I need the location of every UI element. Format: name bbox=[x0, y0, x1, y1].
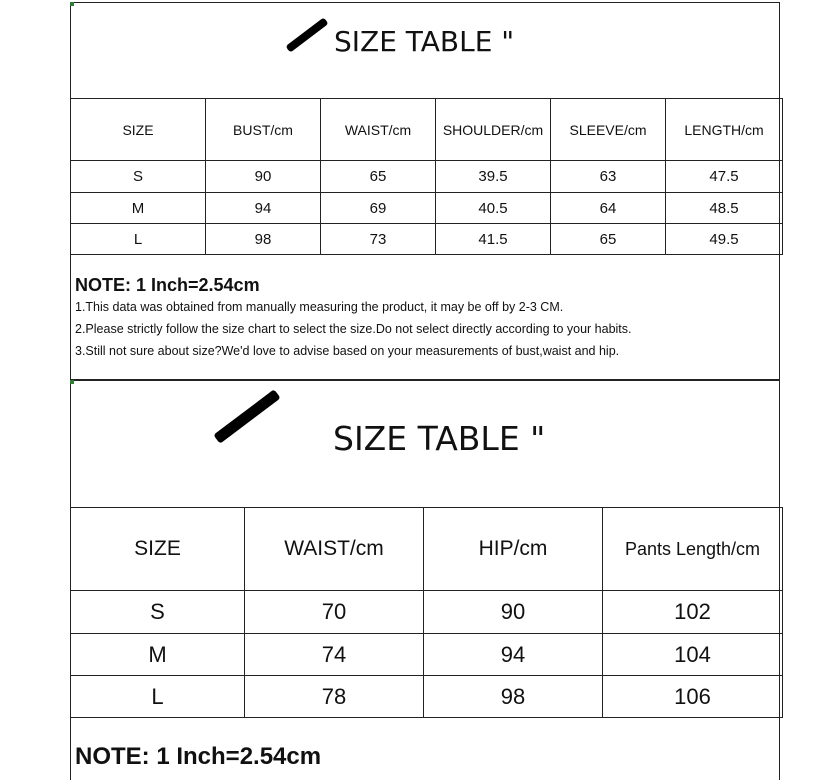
table-cell: 104 bbox=[603, 634, 783, 676]
header-cell: SIZE bbox=[71, 508, 245, 591]
top-size-table bbox=[70, 98, 783, 255]
table-cell: 94 bbox=[206, 193, 321, 224]
table-cell: L bbox=[71, 676, 245, 718]
table-cell: 69 bbox=[321, 193, 436, 224]
bottom-notes bbox=[75, 743, 775, 771]
top-table-title: SIZE TABLE " bbox=[334, 25, 515, 58]
header-cell: SHOULDER/cm bbox=[436, 99, 551, 161]
top-notes bbox=[75, 275, 775, 362]
table-cell: M bbox=[71, 634, 245, 676]
table-cell: L bbox=[71, 224, 206, 255]
table-cell: S bbox=[71, 591, 245, 634]
header-cell: BUST/cm bbox=[206, 99, 321, 161]
table-cell: 73 bbox=[321, 224, 436, 255]
table-cell: 39.5 bbox=[436, 161, 551, 193]
header-cell: SIZE bbox=[71, 99, 206, 161]
table-cell: 94 bbox=[424, 634, 603, 676]
table-row bbox=[71, 591, 783, 634]
bottom-size-panel bbox=[70, 380, 780, 780]
header-cell: HIP/cm bbox=[424, 508, 603, 591]
table-cell: 40.5 bbox=[436, 193, 551, 224]
note-line: 3.Still not sure about size?We'd love to advise based on your measurements of bust,waist and hip. bbox=[75, 344, 620, 358]
table-cell: 90 bbox=[206, 161, 321, 193]
header-cell: SLEEVE/cm bbox=[551, 99, 666, 161]
bottom-table-title: SIZE TABLE " bbox=[333, 419, 546, 458]
table-cell: 98 bbox=[206, 224, 321, 255]
table-row bbox=[71, 161, 783, 193]
table-row bbox=[71, 634, 783, 676]
table-cell: 49.5 bbox=[666, 224, 783, 255]
top-title-row bbox=[71, 3, 779, 99]
table-cell: 74 bbox=[245, 634, 424, 676]
table-row bbox=[71, 193, 783, 224]
header-cell: WAIST/cm bbox=[321, 99, 436, 161]
brush-stroke-icon bbox=[213, 389, 280, 444]
top-size-panel bbox=[70, 2, 780, 380]
table-cell: 41.5 bbox=[436, 224, 551, 255]
table-cell: 102 bbox=[603, 591, 783, 634]
header-cell: Pants Length/cm bbox=[603, 508, 783, 591]
table-row bbox=[71, 676, 783, 718]
table-cell: 70 bbox=[245, 591, 424, 634]
table-row bbox=[71, 224, 783, 255]
table-header-row bbox=[71, 508, 783, 591]
bottom-title-row bbox=[71, 381, 779, 508]
table-cell: 48.5 bbox=[666, 193, 783, 224]
table-cell: 65 bbox=[551, 224, 666, 255]
table-cell: 47.5 bbox=[666, 161, 783, 193]
table-cell: 90 bbox=[424, 591, 603, 634]
table-cell: M bbox=[71, 193, 206, 224]
table-cell: S bbox=[71, 161, 206, 193]
table-header-row bbox=[71, 99, 783, 161]
table-cell: 98 bbox=[424, 676, 603, 718]
table-cell: 65 bbox=[321, 161, 436, 193]
table-cell: 64 bbox=[551, 193, 666, 224]
note-title: NOTE: 1 Inch=2.54cm bbox=[75, 743, 322, 770]
table-cell: 63 bbox=[551, 161, 666, 193]
table-cell: 78 bbox=[245, 676, 424, 718]
table-cell: 106 bbox=[603, 676, 783, 718]
header-cell: LENGTH/cm bbox=[666, 99, 783, 161]
header-cell: WAIST/cm bbox=[245, 508, 424, 591]
note-line: 2.Please strictly follow the size chart to select the size.Do not select directly according to your habits. bbox=[75, 322, 632, 336]
bottom-size-table bbox=[70, 507, 783, 718]
note-line: 1.This data was obtained from manually measuring the product, it may be off by 2-3 CM. bbox=[75, 300, 564, 314]
brush-stroke-icon bbox=[285, 17, 328, 52]
note-title: NOTE: 1 Inch=2.54cm bbox=[75, 275, 260, 295]
